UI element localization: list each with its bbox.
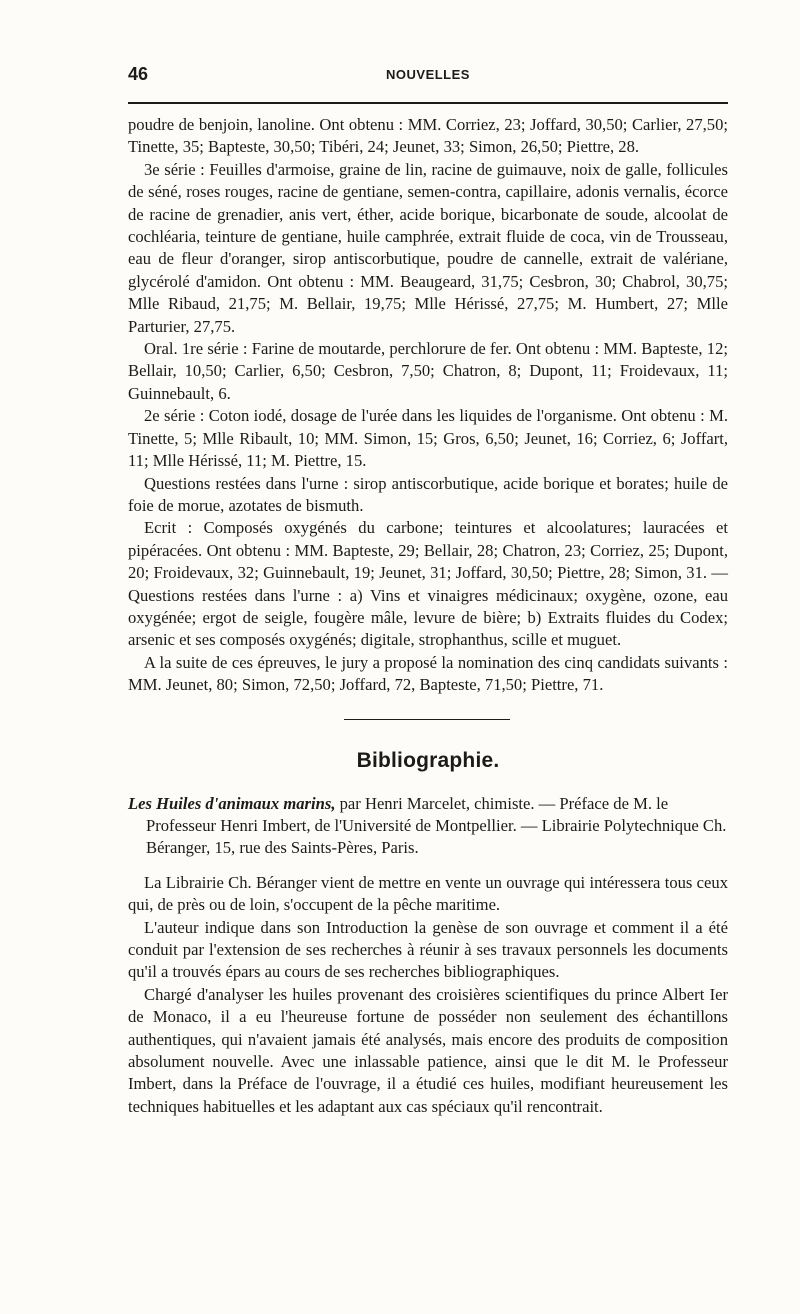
book-details: par Henri Marcelet, chimiste. — Préface de M. le Professeur Henri Imbert, de l'Université de Montpellier. — Librairie Polytechnique Ch. Béranger, 15, rue des Saints-Pères, Paris. [146,793,727,858]
paragraph-oral-1re-serie: Oral. 1re série : Farine de moutarde, perchlorure de fer. Ont obtenu : MM. Bapteste, 12; Bellair, 10,50; Carlier, 6,50; Cesbron, 7,50; Chatron, 8; Dupont, 11; Froidevaux, 11; Guinnebault, 6. [128,339,728,403]
running-head: NOUVELLES [386,67,470,82]
page [128,64,728,1118]
paragraph-conclusion: A la suite de ces épreuves, le jury a proposé la nomination des cinq candidats suivants : MM. Jeunet, 80; Simon, 72,50; Joffard, 72, Bapteste, 71,50; Piettre, 71. [128,652,728,695]
paragraph-continued: poudre de benjoin, lanoline. Ont obtenu : MM. Corriez, 23; Joffard, 30,50; Carlier, 27,50; Tinette, 35; Bapteste, 30,50; Tibéri, 24; Jeunet, 33; Simon, 26,50; Piettre, 28. [128,115,728,157]
section-separator [128,697,728,745]
paragraph-2e-serie: 2e série : Coton iodé, dosage de l'urée dans les liquides de l'organisme. Ont obtenu : M. Tinette, 5; Mlle Ribault, 10; MM. Simon, 15; Gros, 6,50; Jeunet, 16; Corriez, 6; Joffart, 11; Mlle Hérissé, 11; M. Piettre, 15. [128,406,728,471]
bibliography-entry-text [128,793,728,860]
book-title: Les Huiles d'animaux marins, [128,793,336,813]
page-header [128,64,728,90]
paragraph-questions: Questions restées dans l'urne : sirop antiscorbutique, acide borique et borates; huile de foie de morue, azotates de bismuth. [128,473,728,515]
bibliography-title: Bibliographie. [356,748,500,772]
review-paragraph-3: Chargé d'analyser les huiles provenant des croisières scientifiques du prince Albert Ier de Monaco, il a eu l'heureuse fortune de posséder non seulement des échantillons authentiques, qui n'avaient jamais été analysés, mais encore des produits de composition absolument nouvelle. Avec une inlassable patience, ainsi que le dit M. le Professeur Imbert, dans la Préface de l'ouvrage, il a étudié ces huiles, modifiant heureusement les techniques habituelles et les adaptant aux cas spéciaux qu'il rencontrait. [128,984,728,1116]
bibliography-entry [128,793,728,860]
paragraph-ecrit: Ecrit : Composés oxygénés du carbone; teintures et alcoolatures; lauracées et pipéracées. Ont obtenu : MM. Bapteste, 29; Bellair, 28; Chatron, 23; Corriez, 25; Dupont, 20; Froidevaux, 32; Guinnebault, 19; Jeunet, 31; Joffard, 30,50; Piettre, 28; Simon, 31. — Questions restées dans l'urne : a) Vins et vinaigres médicinaux; oxygène, ozone, eau oxygénée; ergot de seigle, fougère mâle, levure de bière; b) Extraits fluides du Codex; arsenic et ses composés oxygénés; digitale, strophanthus, scille et muguet. [128,518,728,650]
header-rule [128,102,728,104]
review-paragraph-2: L'auteur indique dans son Introduction la genèse de son ouvrage et comment il a été conduit par l'extension de ses recherches à réunir à ses travaux personnels les documents qu'il a trouvés épars au cours de ses recherches bibliographiques. [128,917,728,982]
paragraph-3e-serie: 3e série : Feuilles d'armoise, graine de lin, racine de guimauve, noix de galle, follicules de séné, roses rouges, racine de gentiane, semen-contra, capillaire, adonis vernalis, écorce de racine de grenadier, anis vert, éther, acide borique, bicarbonate de soude, alcoolat de cochléaria, teinture de gentiane, huile camphrée, extrait fluide de coca, vin de Trousseau, eau de fleur d'oranger, sirop antiscorbutique, poudre de cannelle, extrait de valériane, glycérolé d'amidon. Ont obtenu : MM. Beaugeard, 31,75; Cesbron, 30; Chabrol, 30,75; Mlle Ribaud, 21,75; M. Bellair, 19,75; Mlle Hérissé, 27,75; M. Humbert, 27; Mlle Parturier, 27,75. [128,159,728,336]
review-paragraph-1: La Librairie Ch. Béranger vient de mettre en vente un ouvrage qui intéressera tous ceux qui, de près ou de loin, s'occupent de la pêche maritime. [128,872,728,915]
page-number: 46 [128,64,149,84]
